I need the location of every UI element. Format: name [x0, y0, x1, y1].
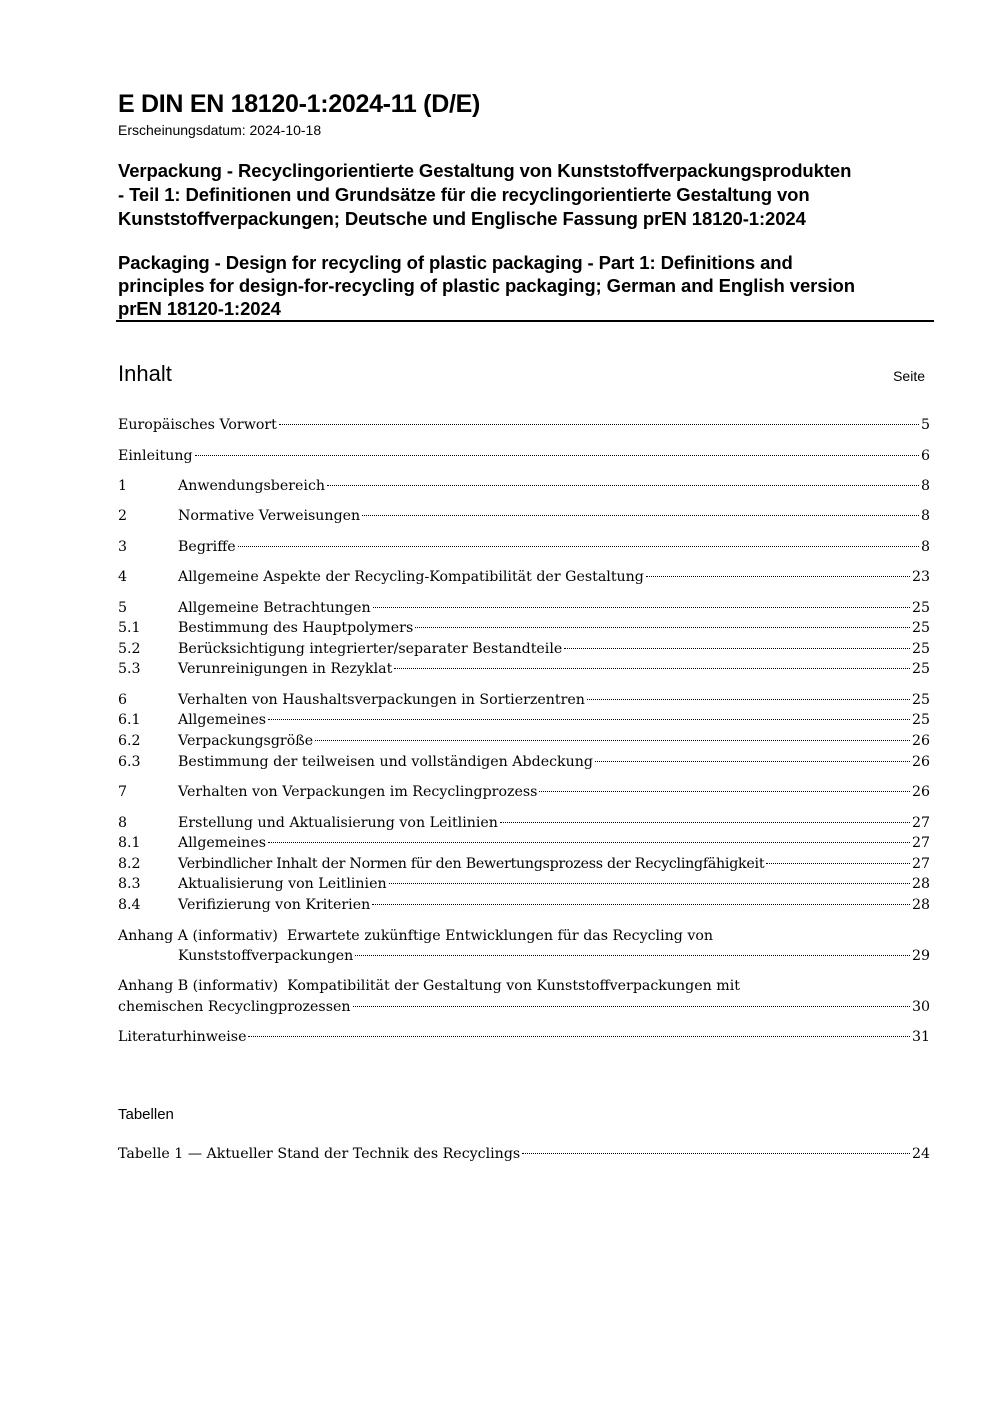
toc-entry[interactable] — [118, 661, 930, 681]
page-column-label: Seite — [893, 368, 925, 384]
toc-entry-page: 28 — [911, 876, 930, 892]
toc-entry-label: Begriffe — [178, 539, 236, 555]
toc-entry[interactable] — [118, 815, 930, 835]
toc-entry-number: 2 — [118, 508, 128, 524]
toc-entry-page: 25 — [911, 620, 930, 636]
toc-entry[interactable] — [118, 692, 930, 712]
toc-entry-label: Europäisches Vorwort — [118, 417, 277, 433]
toc-entry-page: 8 — [920, 508, 930, 524]
toc-entry-page: 27 — [911, 815, 930, 831]
title-english-line: prEN 18120-1:2024 — [118, 298, 281, 319]
toc-leader — [389, 883, 910, 884]
toc-entry[interactable] — [118, 897, 930, 917]
toc-entry-label: Allgemeine Aspekte der Recycling-Kompatibilität der Gestaltung — [178, 569, 644, 585]
title-divider — [116, 320, 934, 322]
toc-entry-label: Anwendungsbereich — [178, 478, 326, 494]
toc-leader — [646, 576, 910, 577]
toc-entry-page: 27 — [911, 835, 930, 851]
toc-heading: Inhalt — [118, 361, 172, 386]
toc-entry[interactable] — [118, 754, 930, 774]
toc-entry[interactable] — [118, 620, 930, 640]
toc-entry[interactable] — [118, 539, 930, 559]
toc-leader — [268, 719, 910, 720]
toc-entry[interactable] — [118, 417, 930, 437]
toc-entry[interactable] — [118, 784, 930, 804]
title-english-line: Packaging - Design for recycling of plastic packaging - Part 1: Definitions and — [118, 252, 793, 273]
title-german — [118, 159, 938, 231]
toc-leader — [315, 740, 910, 741]
toc-entry-label: Allgemeine Betrachtungen — [178, 600, 371, 616]
toc-entry-label: Erstellung und Aktualisierung von Leitlinien — [178, 815, 498, 831]
toc-entry-page: 25 — [911, 600, 930, 616]
toc-entry-page: 26 — [911, 754, 930, 770]
toc-entry-page: 31 — [911, 1029, 930, 1045]
toc-entry-page: 6 — [920, 448, 930, 464]
toc-entry-page: 30 — [911, 999, 930, 1015]
publication-date: Erscheinungsdatum: 2024-10-18 — [118, 122, 322, 138]
toc-leader — [372, 904, 910, 905]
toc-annex-title: Erwartete zukünftige Entwicklungen für das Recycling von — [286, 928, 714, 944]
toc-entry-page: 5 — [920, 417, 930, 433]
toc-entry-label: Verhalten von Verpackungen im Recyclingprozess — [178, 784, 538, 800]
toc-leader — [394, 668, 910, 669]
toc-entry-page: 25 — [911, 641, 930, 657]
toc-entry-label: Verhalten von Haushaltsverpackungen in Sortierzentren — [178, 692, 585, 708]
toc-entry-page: 26 — [911, 784, 930, 800]
toc-entry-label: Bestimmung der teilweisen und vollständigen Abdeckung — [178, 754, 593, 770]
title-english-line: principles for design-for-recycling of plastic packaging; German and English version — [118, 275, 855, 296]
toc-leader — [279, 424, 919, 425]
toc-entry-label: Verpackungsgröße — [178, 733, 314, 749]
toc-entry[interactable] — [118, 508, 930, 528]
toc-entry-number: 6 — [118, 692, 128, 708]
toc-entry-number: 5.1 — [118, 620, 141, 636]
toc-entry-number: 1 — [118, 478, 128, 494]
toc-entry-number: 8.3 — [118, 876, 141, 892]
toc-entry[interactable] — [118, 948, 930, 968]
toc-leader — [539, 791, 910, 792]
toc-entry-label: Normative Verweisungen — [178, 508, 361, 524]
toc-entry-number: 6.1 — [118, 712, 141, 728]
toc-leader — [238, 546, 919, 547]
table-entry-label: Tabelle 1 — Aktueller Stand der Technik des Recyclings — [118, 1146, 521, 1162]
toc-entry-page: 29 — [911, 948, 930, 964]
toc-entry[interactable] — [118, 733, 930, 753]
toc-annex-prefix: Anhang A (informativ) — [118, 928, 278, 944]
title-german-line: Verpackung - Recyclingorientierte Gestaltung von Kunststoffverpackungsprodukten — [118, 160, 852, 181]
toc-entry-page: 8 — [920, 539, 930, 555]
toc-leader — [327, 485, 919, 486]
toc-entry-page: 25 — [911, 712, 930, 728]
toc-entry-number: 8.2 — [118, 856, 141, 872]
toc-entry[interactable] — [118, 478, 930, 498]
toc-leader — [373, 607, 910, 608]
toc-entry-page: 28 — [911, 897, 930, 913]
toc-leader — [522, 1153, 910, 1154]
toc-leader — [362, 515, 919, 516]
toc-leader — [587, 699, 910, 700]
toc-annex-b-heading[interactable] — [118, 978, 740, 994]
toc-leader — [766, 863, 910, 864]
toc-entry-number: 3 — [118, 539, 128, 555]
toc-entry-number: 4 — [118, 569, 128, 585]
toc-entry[interactable] — [118, 1029, 930, 1049]
title-english — [118, 251, 938, 320]
toc-leader — [353, 1006, 910, 1007]
toc-entry-number: 6.3 — [118, 754, 141, 770]
toc-entry-number: 5 — [118, 600, 128, 616]
toc-entry-page: 26 — [911, 733, 930, 749]
toc-entry-label: Aktualisierung von Leitlinien — [178, 876, 387, 892]
toc-entry[interactable] — [118, 856, 930, 876]
toc-entry-label: Allgemeines — [178, 835, 266, 851]
toc-leader — [595, 761, 910, 762]
table-entry-page: 24 — [911, 1146, 930, 1162]
toc-entry-label: Berücksichtigung integrierter/separater Bestandteile — [178, 641, 563, 657]
toc-entry-label: Verbindlicher Inhalt der Normen für den Bewertungsprozess der Recyclingfähigkeit — [178, 856, 765, 872]
title-german-line: Kunststoffverpackungen; Deutsche und Englische Fassung prEN 18120-1:2024 — [118, 208, 806, 229]
toc-entry-page: 23 — [911, 569, 930, 585]
toc-leader — [564, 648, 910, 649]
document-id: E DIN EN 18120-1:2024-11 (D/E) — [118, 90, 481, 118]
toc-entry-number: 5.3 — [118, 661, 141, 677]
toc-entry-label: Einleitung — [118, 448, 193, 464]
toc-entry-label: chemischen Recyclingprozessen — [118, 999, 351, 1015]
toc-entry-label: Bestimmung des Hauptpolymers — [178, 620, 414, 636]
toc-entry[interactable] — [118, 835, 930, 855]
toc-entry[interactable] — [118, 641, 930, 661]
toc-annex-a-heading[interactable] — [118, 928, 713, 944]
toc-entry-label: Literaturhinweise — [118, 1029, 247, 1045]
toc-entry[interactable] — [118, 600, 930, 620]
toc-entry-page: 25 — [911, 661, 930, 677]
toc-entry-page: 27 — [911, 856, 930, 872]
toc-entry-page: 8 — [920, 478, 930, 494]
toc-entry-number: 8 — [118, 815, 128, 831]
toc-annex-title: Kompatibilität der Gestaltung von Kunststoffverpackungen mit — [287, 978, 740, 994]
toc-entry-label: Allgemeines — [178, 712, 266, 728]
toc-entry[interactable] — [118, 999, 930, 1019]
toc-entry[interactable] — [118, 876, 930, 896]
toc-entry-number: 8.4 — [118, 897, 141, 913]
toc-entry[interactable] — [118, 569, 930, 589]
toc-entry-label: Verifizierung von Kriterien — [178, 897, 371, 913]
toc-entry-number: 7 — [118, 784, 128, 800]
toc-annex-prefix: Anhang B (informativ) — [118, 978, 279, 994]
toc-entry-label: Kunststoffverpackungen — [178, 948, 354, 964]
toc-leader — [500, 822, 910, 823]
toc-leader — [195, 455, 919, 456]
title-german-line: - Teil 1: Definitionen und Grundsätze für die recyclingorientierte Gestaltung von — [118, 184, 810, 205]
toc-leader — [248, 1036, 909, 1037]
toc-entry-number: 8.1 — [118, 835, 141, 851]
toc-entry[interactable] — [118, 712, 930, 732]
toc-entry[interactable] — [118, 448, 930, 468]
toc-entry-number: 6.2 — [118, 733, 141, 749]
toc-leader — [415, 627, 910, 628]
toc-leader — [355, 955, 910, 956]
toc-leader — [268, 842, 910, 843]
toc-entry-page: 25 — [911, 692, 930, 708]
toc-entry-label: Verunreinigungen in Rezyklat — [178, 661, 393, 677]
tables-heading: Tabellen — [118, 1106, 174, 1123]
table-list-entry[interactable] — [118, 1146, 930, 1166]
toc-entry-number: 5.2 — [118, 641, 141, 657]
